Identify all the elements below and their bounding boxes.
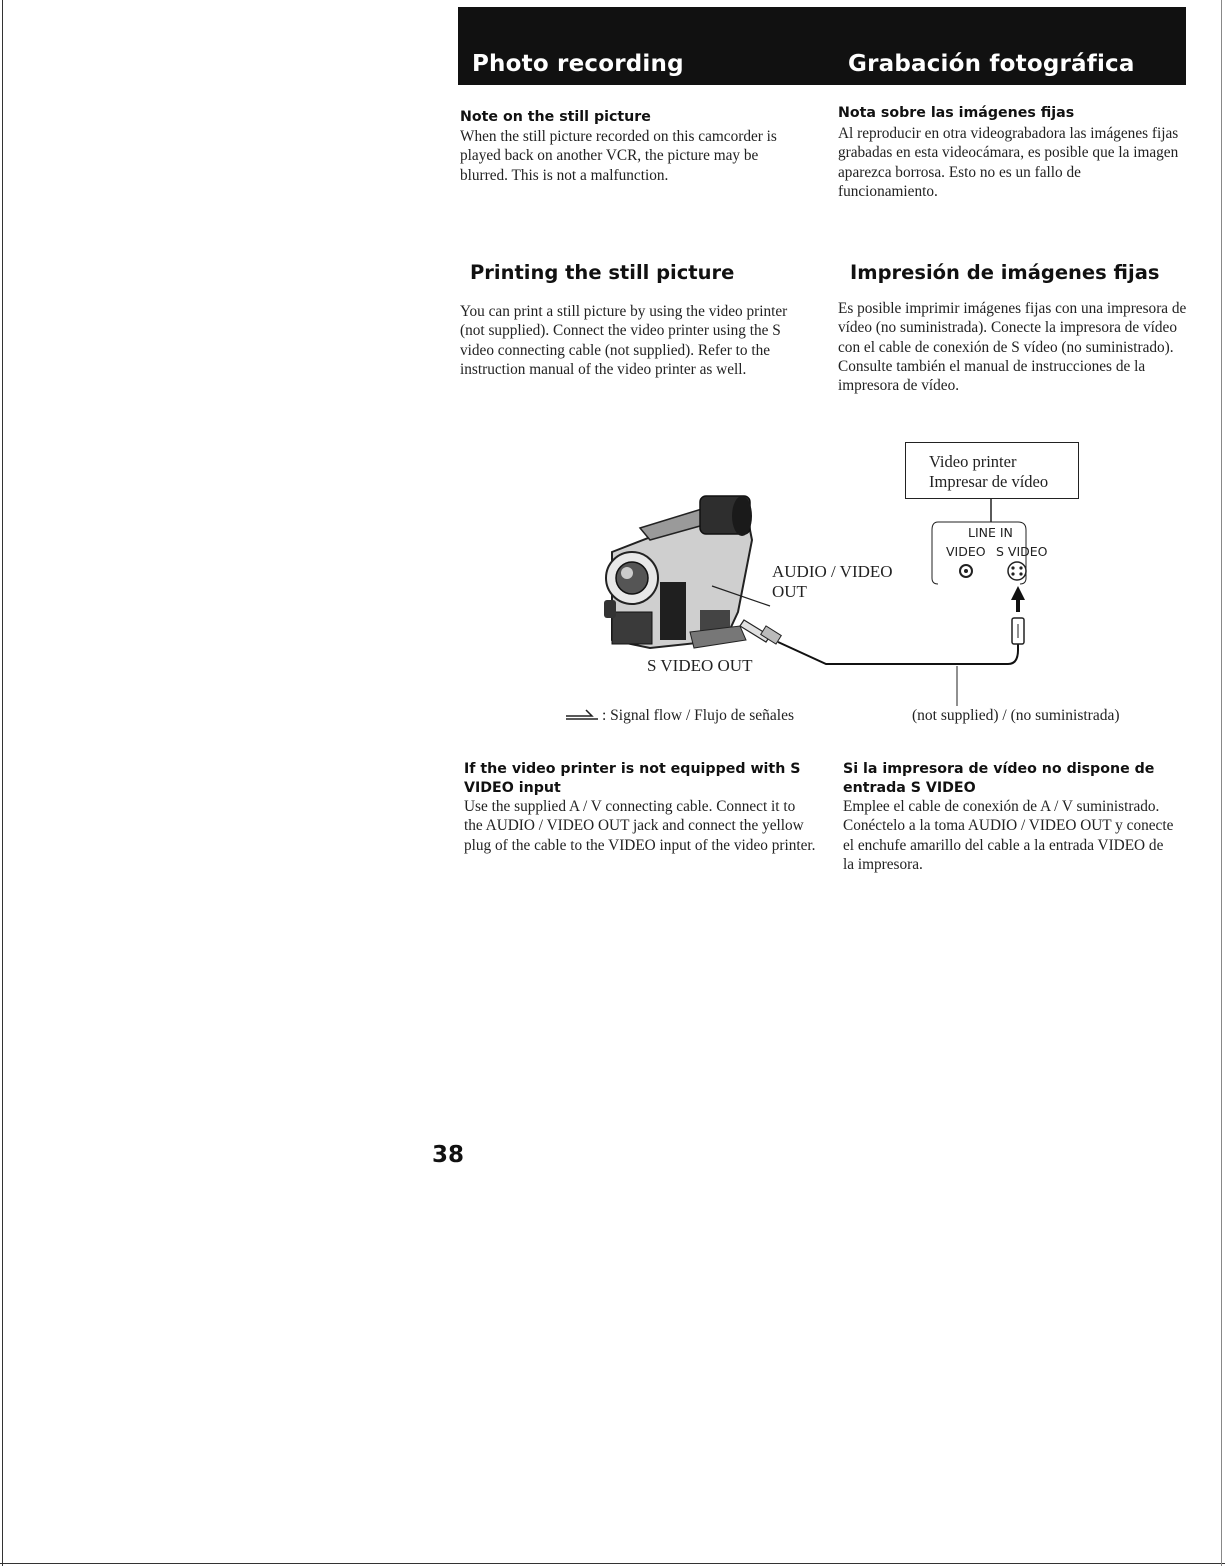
audio-video-leader-line <box>712 586 770 606</box>
svideo-plug-printer <box>1012 618 1024 644</box>
not-supplied-label: (not supplied) / (no suministrada) <box>912 707 1120 724</box>
svideo-plug-camcorder <box>740 620 781 644</box>
line-in-label: LINE IN <box>968 525 1013 540</box>
note-heading-es: Nota sobre las imágenes fijas <box>838 105 1075 121</box>
video-jack-label: VIDEO <box>946 544 986 559</box>
printing-title-en: Printing the still picture <box>470 261 735 284</box>
signal-flow-icon <box>566 710 598 719</box>
printer-label-es: Impresar de vídeo <box>929 472 1049 491</box>
printing-title-es: Impresión de imágenes fijas <box>850 261 1160 284</box>
camcorder-icon <box>604 496 752 648</box>
right-border-line <box>1221 0 1222 1566</box>
note-heading-en: Note on the still picture <box>460 109 651 125</box>
note-body-es: Al reproducir en otra videograbadora las imágenes fijas grabadas en esta videocámara, es posible que la imagen aparezca borrosa. Esto no es un fallo de funcionamiento. <box>838 125 1179 200</box>
header-bar <box>458 7 1186 85</box>
page-number: 38 <box>432 1142 465 1168</box>
bottom-border-line <box>0 1563 1225 1564</box>
printing-body-en: You can print a still picture by using the video printer (not supplied). Connect the video printer using the S video connecting cable (not supplied). Refer to the instruction manual of the video printer as well. <box>460 303 788 378</box>
printing-body-es: Es posible imprimir imágenes fijas con una impresora de vídeo (no suministrada). Conecte la impresora de vídeo con el cable de conexión de S vídeo (no suministrado). Consulte también el manual de instrucciones de la impresora de vídeo. <box>838 300 1187 395</box>
no-svideo-heading-es: Si la impresora de vídeo no dispone de entrada S VIDEO <box>843 761 1155 796</box>
left-border-line <box>2 0 3 1566</box>
s-video-out-label: S VIDEO OUT <box>647 656 753 675</box>
video-jack-icon <box>960 565 972 577</box>
no-svideo-heading-en: If the video printer is not equipped with S VIDEO input <box>464 761 801 796</box>
header-title-es: Grabación fotográfica <box>848 51 1135 77</box>
signal-arrow-icon <box>1011 586 1025 612</box>
audio-video-out-label: AUDIO / VIDEO OUT <box>772 562 893 601</box>
video-printer-box <box>905 442 1079 499</box>
s-video-jack-icon <box>1008 562 1026 580</box>
s-video-jack-label: S VIDEO <box>996 544 1048 559</box>
printer-label-en: Video printer <box>929 452 1017 471</box>
svideo-cable <box>778 640 1018 664</box>
note-body-en: When the still picture recorded on this camcorder is played back on another VCR, the picture may be blurred. This is not a malfunction. <box>460 128 777 184</box>
signal-flow-label: : Signal flow / Flujo de señales <box>602 707 795 724</box>
no-svideo-body-en: Use the supplied A / V connecting cable. Connect it to the AUDIO / VIDEO OUT jack and connect the yellow plug of the cable to the VIDEO input of the video printer. <box>464 798 816 854</box>
no-svideo-body-es: Emplee el cable de conexión de A / V suministrado. Conéctelo a la toma AUDIO / VIDEO OUT y conecte el enchufe amarillo del cable a la entrada VIDEO de la impresora. <box>843 798 1174 873</box>
header-title-en: Photo recording <box>472 51 684 77</box>
